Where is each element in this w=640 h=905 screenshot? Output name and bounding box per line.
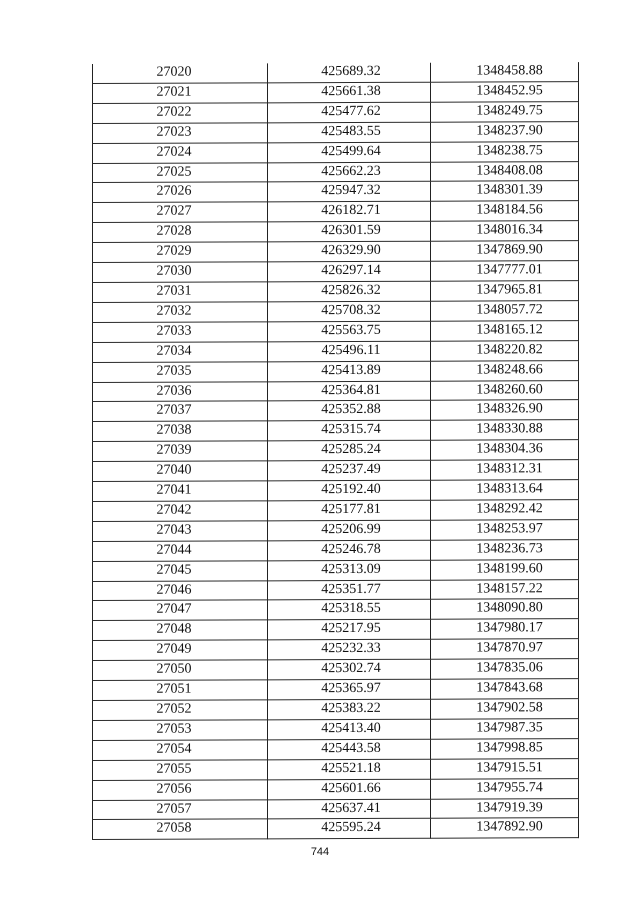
page-number: 744 — [310, 846, 330, 858]
y-coordinate-cell: 1348452.95 — [431, 82, 579, 102]
table-row — [93, 699, 579, 721]
y-coordinate-cell: 1347777.01 — [431, 261, 579, 281]
y-coordinate-cell: 1348292.42 — [431, 500, 579, 520]
y-coordinate-cell: 1348313.64 — [431, 480, 579, 500]
table-row — [93, 719, 579, 741]
x-coordinate-cell: 426301.59 — [268, 221, 431, 242]
table-row — [93, 340, 579, 362]
table-row — [93, 440, 579, 462]
x-coordinate-cell: 425364.81 — [268, 381, 431, 402]
point-id-cell: 27053 — [93, 720, 268, 741]
y-coordinate-cell: 1348090.80 — [431, 599, 579, 619]
y-coordinate-cell: 1348165.12 — [431, 320, 579, 340]
table-row — [93, 82, 579, 104]
point-id-cell: 27026 — [93, 182, 268, 203]
y-coordinate-cell: 1348301.39 — [431, 181, 579, 201]
table-row — [93, 738, 579, 760]
point-id-cell: 27034 — [93, 342, 268, 363]
table-row — [93, 380, 579, 402]
x-coordinate-cell: 425477.62 — [268, 102, 431, 123]
point-id-cell: 27024 — [93, 142, 268, 163]
x-coordinate-cell: 425947.32 — [268, 182, 431, 203]
x-coordinate-cell: 426182.71 — [268, 202, 431, 223]
table-row — [93, 241, 579, 263]
x-coordinate-cell: 425206.99 — [268, 520, 431, 541]
y-coordinate-cell: 1348237.90 — [431, 121, 579, 141]
table-row — [93, 320, 579, 342]
x-coordinate-cell: 425601.66 — [268, 779, 431, 800]
point-id-cell: 27038 — [93, 421, 268, 442]
y-coordinate-cell: 1347835.06 — [431, 659, 579, 679]
x-coordinate-cell: 425315.74 — [268, 421, 431, 442]
point-id-cell: 27035 — [93, 361, 268, 382]
x-coordinate-cell: 425237.49 — [268, 460, 431, 481]
point-id-cell: 27054 — [93, 740, 268, 761]
y-coordinate-cell: 1348220.82 — [431, 340, 579, 360]
point-id-cell: 27027 — [93, 202, 268, 223]
table-row — [93, 500, 579, 522]
y-coordinate-cell: 1348238.75 — [431, 141, 579, 161]
table-row — [93, 62, 579, 83]
point-id-cell: 27046 — [93, 580, 268, 601]
x-coordinate-cell: 425177.81 — [268, 500, 431, 521]
x-coordinate-cell: 425285.24 — [268, 440, 431, 461]
point-id-cell: 27048 — [93, 620, 268, 641]
x-coordinate-cell: 425708.32 — [268, 301, 431, 322]
y-coordinate-cell: 1348248.66 — [431, 360, 579, 380]
table-row — [93, 281, 579, 303]
table-row — [93, 818, 579, 840]
point-id-cell: 27022 — [93, 103, 268, 124]
point-id-cell: 27037 — [93, 401, 268, 422]
point-id-cell: 27049 — [93, 640, 268, 661]
y-coordinate-cell: 1347869.90 — [431, 241, 579, 261]
point-id-cell: 27056 — [93, 779, 268, 800]
x-coordinate-cell: 425192.40 — [268, 480, 431, 501]
point-id-cell: 27055 — [93, 760, 268, 781]
y-coordinate-cell: 1347919.39 — [431, 798, 579, 818]
y-coordinate-cell: 1348199.60 — [431, 559, 579, 579]
table-row — [93, 141, 579, 163]
point-id-cell: 27058 — [93, 819, 268, 840]
x-coordinate-cell: 425483.55 — [268, 122, 431, 143]
point-id-cell: 27042 — [93, 501, 268, 522]
table-row — [93, 619, 579, 641]
table-row — [93, 480, 579, 502]
x-coordinate-cell: 426329.90 — [268, 241, 431, 262]
table-row — [93, 261, 579, 283]
point-id-cell: 27050 — [93, 660, 268, 681]
point-id-cell: 27052 — [93, 700, 268, 721]
y-coordinate-cell: 1348312.31 — [431, 460, 579, 480]
point-id-cell: 27057 — [93, 799, 268, 820]
point-id-cell: 27040 — [93, 461, 268, 482]
x-coordinate-cell: 425365.97 — [268, 679, 431, 700]
table-row — [93, 539, 579, 561]
table-row — [93, 161, 579, 183]
point-id-cell: 27039 — [93, 441, 268, 462]
y-coordinate-cell: 1347955.74 — [431, 778, 579, 798]
y-coordinate-cell: 1348408.08 — [431, 161, 579, 181]
y-coordinate-cell: 1348304.36 — [431, 440, 579, 460]
point-id-cell: 27047 — [93, 600, 268, 621]
x-coordinate-cell: 425313.09 — [268, 560, 431, 581]
x-coordinate-cell: 425662.23 — [268, 162, 431, 183]
y-coordinate-cell: 1347870.97 — [431, 639, 579, 659]
point-id-cell: 27041 — [93, 481, 268, 502]
table-row — [93, 400, 579, 422]
x-coordinate-cell: 425563.75 — [268, 321, 431, 342]
point-id-cell: 27032 — [93, 302, 268, 323]
x-coordinate-cell: 425352.88 — [268, 401, 431, 422]
table-row — [93, 559, 579, 581]
x-coordinate-cell: 425499.64 — [268, 142, 431, 163]
x-coordinate-cell: 425496.11 — [268, 341, 431, 362]
x-coordinate-cell: 425595.24 — [268, 819, 431, 840]
table-row — [93, 460, 579, 482]
table-row — [93, 599, 579, 621]
x-coordinate-cell: 425413.89 — [268, 361, 431, 382]
point-id-cell: 27023 — [93, 123, 268, 144]
y-coordinate-cell: 1348326.90 — [431, 400, 579, 420]
x-coordinate-cell: 425443.58 — [268, 739, 431, 760]
x-coordinate-cell: 425689.32 — [268, 63, 431, 83]
y-coordinate-cell: 1348016.34 — [431, 221, 579, 241]
x-coordinate-cell: 425383.22 — [268, 699, 431, 720]
point-id-cell: 27025 — [93, 162, 268, 183]
point-id-cell: 27051 — [93, 680, 268, 701]
point-id-cell: 27043 — [93, 521, 268, 542]
x-coordinate-cell: 426297.14 — [268, 261, 431, 282]
x-coordinate-cell: 425217.95 — [268, 620, 431, 641]
y-coordinate-cell: 1348157.22 — [431, 579, 579, 599]
table-row — [93, 798, 579, 820]
x-coordinate-cell: 425246.78 — [268, 540, 431, 561]
y-coordinate-cell: 1348249.75 — [431, 101, 579, 121]
x-coordinate-cell: 425826.32 — [268, 281, 431, 302]
y-coordinate-cell: 1348330.88 — [431, 420, 579, 440]
y-coordinate-cell: 1348253.97 — [431, 519, 579, 539]
point-id-cell: 27020 — [93, 63, 268, 83]
y-coordinate-cell: 1348184.56 — [431, 201, 579, 221]
y-coordinate-cell: 1348260.60 — [431, 380, 579, 400]
point-id-cell: 27033 — [93, 322, 268, 343]
x-coordinate-cell: 425637.41 — [268, 799, 431, 820]
y-coordinate-cell: 1347892.90 — [431, 818, 579, 838]
table-row — [93, 181, 579, 203]
point-id-cell: 27031 — [93, 282, 268, 303]
table-row — [93, 420, 579, 442]
y-coordinate-cell: 1348236.73 — [431, 539, 579, 559]
y-coordinate-cell: 1347915.51 — [431, 758, 579, 778]
point-id-cell: 27029 — [93, 242, 268, 263]
x-coordinate-cell: 425318.55 — [268, 600, 431, 621]
table-row — [93, 360, 579, 382]
y-coordinate-cell: 1347987.35 — [431, 719, 579, 739]
y-coordinate-cell: 1348057.72 — [431, 301, 579, 321]
table-row — [93, 101, 579, 123]
y-coordinate-cell: 1347902.58 — [431, 699, 579, 719]
table-row — [93, 301, 579, 323]
point-id-cell: 27036 — [93, 381, 268, 402]
x-coordinate-cell: 425232.33 — [268, 639, 431, 660]
coordinate-table-body — [93, 62, 579, 840]
x-coordinate-cell: 425351.77 — [268, 580, 431, 601]
table-row — [93, 778, 579, 800]
y-coordinate-cell: 1347843.68 — [431, 679, 579, 699]
table-row — [93, 679, 579, 701]
y-coordinate-cell: 1348458.88 — [431, 62, 579, 82]
y-coordinate-cell: 1347980.17 — [431, 619, 579, 639]
point-id-cell: 27045 — [93, 560, 268, 581]
table-row — [93, 121, 579, 143]
point-id-cell: 27044 — [93, 541, 268, 562]
point-id-cell: 27028 — [93, 222, 268, 243]
x-coordinate-cell: 425413.40 — [268, 719, 431, 740]
table-row — [93, 201, 579, 223]
table-row — [93, 519, 579, 541]
x-coordinate-cell: 425521.18 — [268, 759, 431, 780]
point-id-cell: 27030 — [93, 262, 268, 283]
x-coordinate-cell: 425302.74 — [268, 659, 431, 680]
table-row — [93, 659, 579, 681]
point-id-cell: 27021 — [93, 83, 268, 104]
table-row — [93, 639, 579, 661]
coordinate-table — [92, 62, 579, 840]
table-row — [93, 221, 579, 243]
y-coordinate-cell: 1347965.81 — [431, 281, 579, 301]
y-coordinate-cell: 1347998.85 — [431, 738, 579, 758]
x-coordinate-cell: 425661.38 — [268, 82, 431, 103]
table-row — [93, 758, 579, 780]
table-row — [93, 579, 579, 601]
